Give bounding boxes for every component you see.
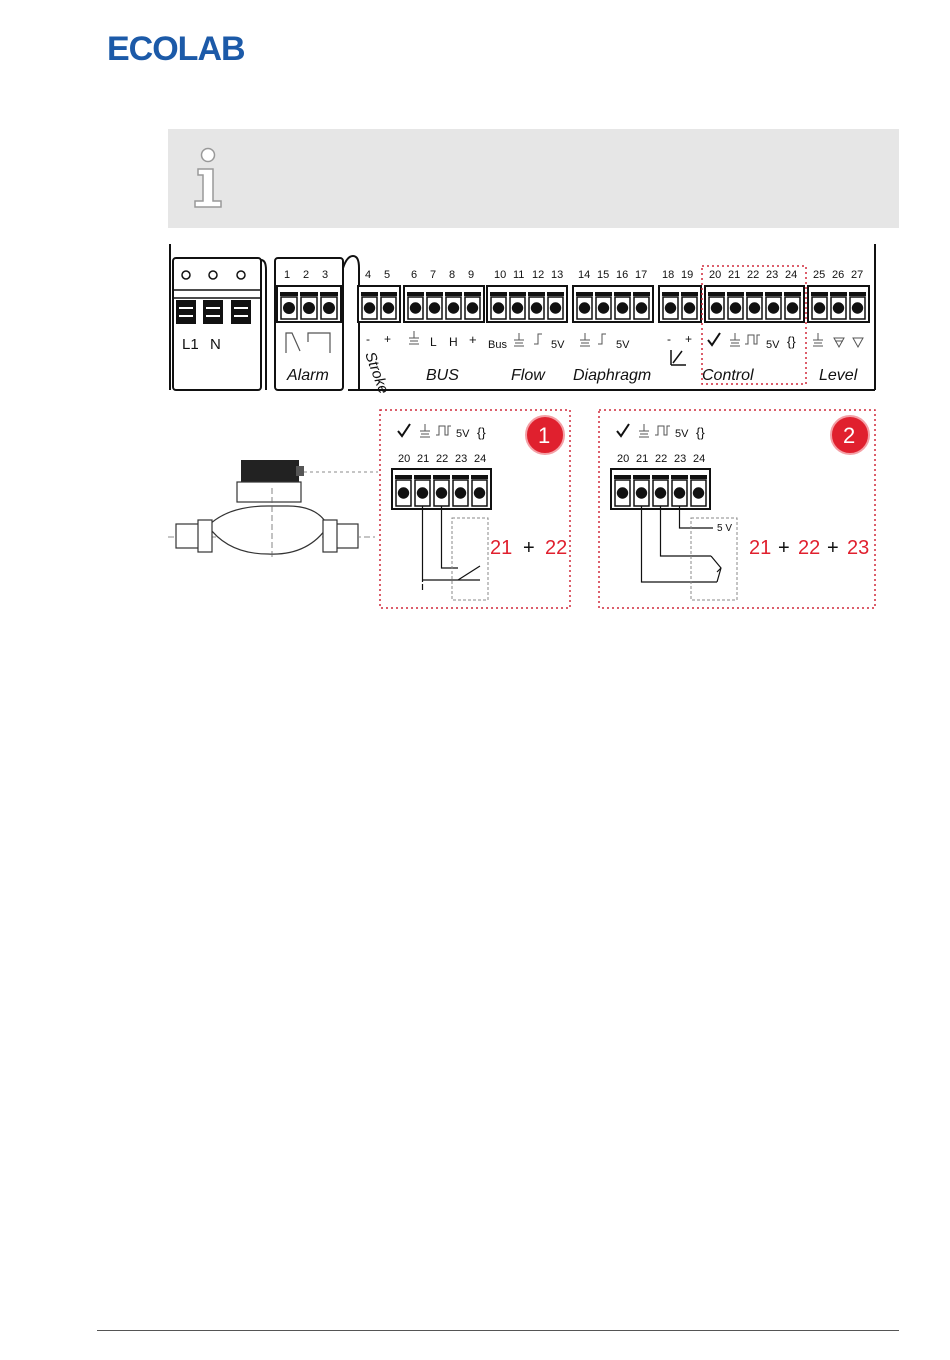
- variant-badge-number: 2: [843, 423, 856, 448]
- pulse-symbol: [436, 426, 451, 435]
- terminal-number-8: 8: [449, 269, 456, 281]
- symbol-h: H: [449, 335, 458, 349]
- transistor-symbol: [711, 556, 721, 582]
- terminal-number-23: 23: [674, 453, 687, 465]
- variant-badge-number: 1: [538, 423, 551, 448]
- terminal-number-5: 5: [384, 269, 391, 281]
- meter-nut-left: [198, 520, 212, 552]
- terminal-clip: [633, 292, 650, 296]
- pulse-symbol: [745, 335, 760, 344]
- variant-1-panel: [380, 410, 570, 608]
- water-meter-illustration: [168, 460, 378, 558]
- terminal-number-21: 21: [728, 269, 741, 281]
- terminal-screw: [579, 302, 590, 313]
- terminal-clip: [528, 292, 545, 296]
- terminal-number-1: 1: [284, 269, 291, 281]
- terminal-screw: [598, 302, 609, 313]
- wiring-diagram: [168, 238, 883, 612]
- terminal-number-3: 3: [322, 269, 329, 281]
- terminal-clip: [784, 292, 801, 296]
- symbol-5v-control: 5V: [766, 339, 780, 351]
- symbol-minus-18: -: [667, 332, 671, 346]
- terminal-screw: [455, 487, 466, 498]
- terminal-number-24: 24: [474, 453, 487, 465]
- terminal-screw: [617, 487, 628, 498]
- symbol-braces: {}: [477, 425, 486, 440]
- terminal-clip: [426, 292, 443, 296]
- terminal-number-22: 22: [747, 269, 760, 281]
- check-symbol: [617, 424, 629, 436]
- terminal-clip: [280, 292, 298, 296]
- terminal-screw: [417, 487, 428, 498]
- terminal-screw: [283, 302, 295, 314]
- terminal-number-10: 10: [494, 269, 507, 281]
- terminal-number-22: 22: [655, 453, 668, 465]
- edge-symbol: [598, 334, 606, 344]
- wiring-label-1: +: [523, 537, 535, 559]
- terminal-screw: [467, 302, 478, 313]
- terminal-number-20: 20: [709, 269, 722, 281]
- footer-rule: [97, 1330, 899, 1331]
- logo-text: ECOLAB: [107, 30, 245, 64]
- terminal-clip: [633, 475, 650, 479]
- terminal-clip: [727, 292, 744, 296]
- terminal-screw: [665, 302, 676, 313]
- terminal-screw: [410, 302, 421, 313]
- label-l1: L1: [182, 336, 199, 353]
- symbol-minus: -: [366, 332, 370, 346]
- meter-body: [208, 506, 328, 554]
- wire-22: [442, 506, 459, 568]
- symbol-l: L: [430, 335, 437, 349]
- ecolab-logo: [107, 28, 257, 64]
- symbol-braces: {}: [696, 425, 705, 440]
- variant-2-panel: [599, 410, 875, 608]
- terminal-number-16: 16: [616, 269, 629, 281]
- level-low-symbol: [834, 338, 844, 347]
- terminal-screw: [852, 302, 863, 313]
- terminal-number-11: 11: [513, 269, 525, 281]
- terminal-screw: [814, 302, 825, 313]
- terminal-number-22: 22: [436, 453, 449, 465]
- meter-register: [237, 482, 301, 502]
- terminal-clip: [380, 292, 397, 296]
- terminal-screw: [674, 487, 685, 498]
- terminal-screw: [398, 487, 409, 498]
- terminal-number-17: 17: [635, 269, 648, 281]
- terminal-screw: [684, 302, 695, 313]
- terminal-screw: [636, 302, 647, 313]
- terminal-number-24: 24: [785, 269, 798, 281]
- power-clamp: [203, 300, 223, 324]
- terminal-screw: [323, 302, 335, 314]
- meter-cable-gland: [296, 466, 304, 476]
- wiring-label-1: +: [778, 537, 790, 559]
- terminal-clip: [652, 475, 669, 479]
- switch-contact: [458, 566, 480, 580]
- terminal-number-27: 27: [851, 269, 864, 281]
- wiring-label-0: 21: [749, 537, 772, 559]
- terminal-number-7: 7: [430, 269, 437, 281]
- terminal-number-12: 12: [532, 269, 545, 281]
- wiring-label-0: 21: [490, 537, 513, 559]
- group-label-alarm: Alarm: [287, 367, 329, 384]
- wiring-label-2: 22: [545, 537, 568, 559]
- edge-symbol: [534, 334, 542, 344]
- terminal-screw: [383, 302, 394, 313]
- power-screw: [237, 271, 245, 279]
- terminal-number-20: 20: [398, 453, 411, 465]
- terminal-screw: [711, 302, 722, 313]
- terminal-screw: [833, 302, 844, 313]
- terminal-screw: [655, 487, 666, 498]
- terminal-screw: [749, 302, 760, 313]
- terminal-clip: [445, 292, 462, 296]
- wiring-label-2: 22: [798, 537, 821, 559]
- group-label-control: Control: [702, 367, 754, 384]
- group-label-flow: Flow: [511, 367, 545, 384]
- terminal-screw: [768, 302, 779, 313]
- terminal-clip: [671, 475, 688, 479]
- wire-22: [661, 506, 712, 556]
- terminal-number-13: 13: [551, 269, 564, 281]
- terminal-number-18: 18: [662, 269, 675, 281]
- terminal-clip: [614, 475, 631, 479]
- power-screw: [209, 271, 217, 279]
- terminal-clip: [811, 292, 828, 296]
- power-clamp: [176, 300, 196, 324]
- terminal-screw: [429, 302, 440, 313]
- terminal-clip: [433, 475, 450, 479]
- terminal-strip: [170, 244, 875, 396]
- terminal-clip: [395, 475, 412, 479]
- terminal-clip: [547, 292, 564, 296]
- switch-housing: [452, 518, 488, 600]
- terminal-clip: [681, 292, 698, 296]
- info-icon: [190, 147, 226, 209]
- terminal-clip: [464, 292, 481, 296]
- terminal-number-21: 21: [636, 453, 649, 465]
- terminal-number-6: 6: [411, 269, 418, 281]
- symbol-plus-bus: +: [469, 332, 477, 347]
- terminal-clip: [690, 475, 707, 479]
- terminal-clip: [614, 292, 631, 296]
- terminal-clip: [320, 292, 338, 296]
- analog-symbol: [671, 350, 686, 365]
- terminal-clip: [765, 292, 782, 296]
- terminal-screw: [364, 302, 375, 313]
- symbol-braces: {}: [787, 334, 796, 349]
- terminal-number-4: 4: [365, 269, 372, 281]
- terminal-screw: [493, 302, 504, 313]
- wiring-label-3: +: [827, 537, 839, 559]
- terminal-number-19: 19: [681, 269, 694, 281]
- power-clamp: [231, 300, 251, 324]
- terminal-number-25: 25: [813, 269, 826, 281]
- terminal-number-2: 2: [303, 269, 310, 281]
- symbol-5v-flow: 5V: [551, 339, 565, 351]
- terminal-clip: [452, 475, 469, 479]
- check-symbol: [398, 424, 410, 436]
- terminal-number-24: 24: [693, 453, 706, 465]
- terminal-screw: [617, 302, 628, 313]
- check-symbol: [708, 333, 720, 345]
- terminal-screw: [512, 302, 523, 313]
- terminal-clip: [407, 292, 424, 296]
- terminal-clip: [746, 292, 763, 296]
- terminal-number-23: 23: [766, 269, 779, 281]
- terminal-clip: [361, 292, 378, 296]
- symbol-bus: Bus: [488, 339, 507, 351]
- group-label-level: Level: [819, 367, 858, 384]
- group-label-bus: BUS: [426, 367, 459, 384]
- label-n: N: [210, 336, 221, 353]
- group-label-stroke: Stroke: [361, 349, 393, 397]
- symbol-plus-19: +: [685, 332, 693, 346]
- terminal-clip: [576, 292, 593, 296]
- terminal-screw: [787, 302, 798, 313]
- terminal-number-14: 14: [578, 269, 591, 281]
- power-screw: [182, 271, 190, 279]
- symbol-plus: +: [384, 332, 392, 346]
- terminal-clip: [595, 292, 612, 296]
- symbol-5v: 5V: [675, 428, 689, 440]
- terminal-clip: [490, 292, 507, 296]
- symbol-5v-diaphragm: 5V: [616, 339, 630, 351]
- terminal-clip: [509, 292, 526, 296]
- terminal-clip: [471, 475, 488, 479]
- level-empty-symbol: [853, 338, 863, 347]
- group-label-diaphragm: Diaphragm: [573, 367, 652, 384]
- terminal-number-21: 21: [417, 453, 430, 465]
- terminal-number-15: 15: [597, 269, 610, 281]
- terminal-screw: [730, 302, 741, 313]
- wiring-label-4: 23: [847, 537, 870, 559]
- terminal-screw: [531, 302, 542, 313]
- terminal-screw: [693, 487, 704, 498]
- terminal-number-9: 9: [468, 269, 475, 281]
- pulse-symbol: [655, 426, 670, 435]
- terminal-screw: [550, 302, 561, 313]
- terminal-number-20: 20: [617, 453, 630, 465]
- symbol-5v: 5V: [456, 428, 470, 440]
- meter-sensor-head: [241, 460, 299, 484]
- terminal-number-26: 26: [832, 269, 845, 281]
- terminal-clip: [414, 475, 431, 479]
- supply-label: 5 V: [717, 523, 733, 534]
- terminal-screw: [636, 487, 647, 498]
- terminal-screw: [436, 487, 447, 498]
- terminal-screw: [474, 487, 485, 498]
- info-note-box: [168, 129, 899, 228]
- terminal-screw: [303, 302, 315, 314]
- terminal-clip: [708, 292, 725, 296]
- terminal-screw: [448, 302, 459, 313]
- meter-nut-right: [323, 520, 337, 552]
- terminal-clip: [662, 292, 679, 296]
- terminal-clip: [830, 292, 847, 296]
- terminal-number-23: 23: [455, 453, 468, 465]
- terminal-clip: [849, 292, 866, 296]
- terminal-clip: [300, 292, 318, 296]
